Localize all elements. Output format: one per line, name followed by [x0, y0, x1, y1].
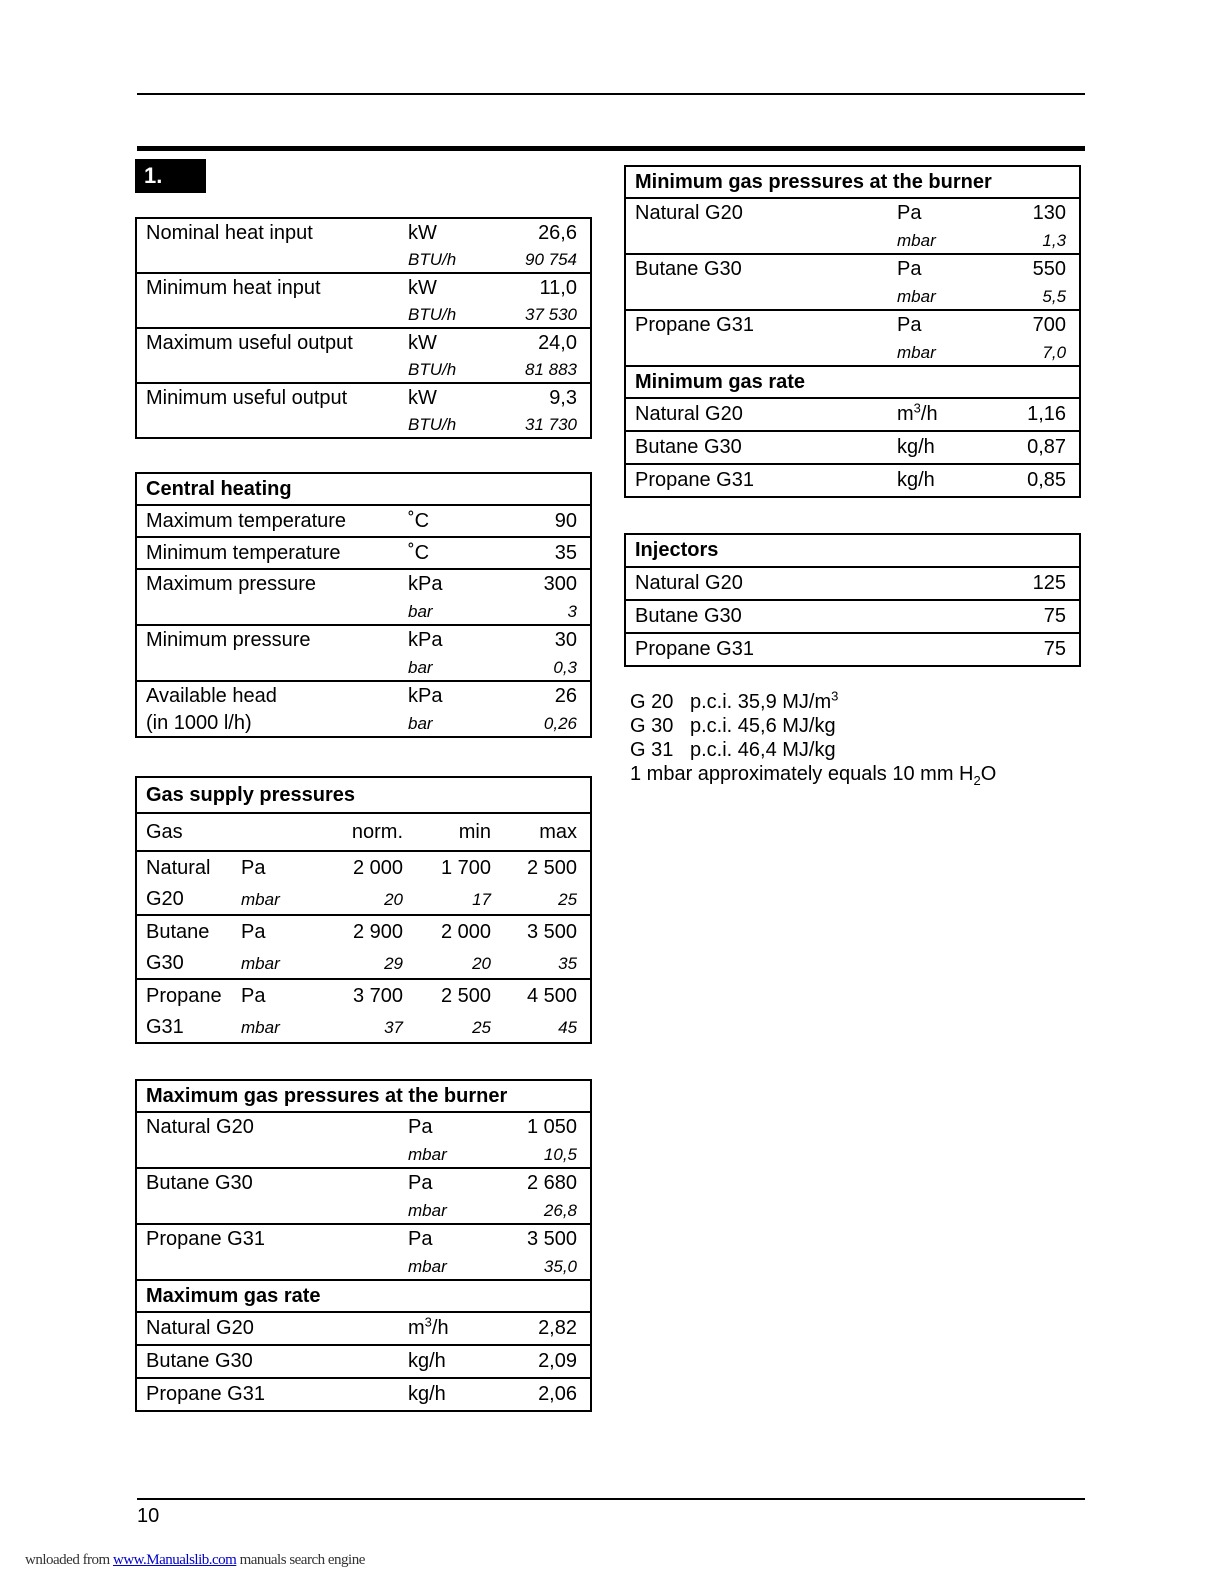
gs-unit: Pa: [241, 979, 316, 1013]
gs-min-alt: 20: [472, 953, 491, 973]
heat-unit-alt: BTU/h: [408, 304, 457, 324]
injectors-table: [624, 533, 1081, 667]
mb-unit: Pa: [408, 1112, 488, 1142]
nr-unit: kg/h: [897, 464, 977, 497]
heat-unit: kW: [408, 221, 437, 244]
gs-norm-alt: 29: [384, 953, 403, 973]
note-mbar: 1 mbar approximately equals 10 mm $H_2O$: [630, 763, 997, 788]
heat-label: Minimum heat input: [136, 273, 408, 302]
mb-unit-alt: mbar: [408, 1200, 447, 1220]
heat-unit: kW: [408, 273, 488, 302]
gs-norm: 3 700: [316, 979, 416, 1013]
gas-supply-table: [135, 776, 592, 1044]
heat-unit: kW: [408, 328, 488, 357]
heat-label: Minimum useful output: [136, 383, 408, 412]
heat-unit-alt: BTU/h: [408, 414, 457, 434]
ch-label: Minimum pressure: [136, 625, 408, 655]
gs-gas: Butane: [136, 915, 241, 949]
gs-min-alt: 17: [472, 889, 491, 909]
gs-min-alt: 25: [472, 1017, 491, 1037]
central-heating-title: Central heating: [146, 477, 292, 500]
gs-gas: Propane: [136, 979, 241, 1013]
gs-max-alt: 45: [558, 1017, 578, 1037]
ch-value: 35: [488, 537, 591, 569]
ch-unit: kPa: [408, 625, 488, 655]
ch-label: Minimum temperature: [136, 537, 408, 569]
ch-label: Maximum pressure: [136, 569, 408, 599]
inj-value: 125: [977, 567, 1080, 600]
mb-value-alt: 35,0: [543, 1256, 577, 1276]
nr-unit: $m^3/h$: [897, 398, 977, 431]
gs-max-alt: 35: [558, 953, 578, 973]
nr-value: 0,85: [977, 464, 1080, 497]
nb-unit-alt: mbar: [897, 286, 936, 306]
ch-label: Available head: [136, 681, 408, 711]
nr-unit: kg/h: [897, 431, 977, 464]
manualslib-link[interactable]: www.Manualslib.com: [112, 1552, 237, 1568]
nr-value: 1,16: [977, 398, 1080, 431]
heat-value-alt: 37 530: [525, 304, 577, 324]
heat-value: 24,0: [488, 328, 591, 357]
inj-label: Natural G20: [625, 567, 977, 600]
ch-unit: ˚C: [408, 537, 488, 569]
inj-value: 75: [977, 600, 1080, 633]
gs-gas-code: G30: [146, 952, 184, 974]
header-rule: [137, 93, 1085, 95]
heat-unit-alt: BTU/h: [408, 249, 457, 269]
header-thick-rule: [137, 146, 1085, 151]
gs-max-alt: 25: [558, 889, 578, 909]
gs-min: 1 700: [416, 851, 504, 885]
nb-value: 700: [977, 310, 1080, 340]
note-g30: G 30 p.c.i. 45,6 MJ/kg: [630, 715, 836, 737]
min-rate-title: Minimum gas rate: [625, 366, 1080, 398]
inj-label: Propane G31: [625, 633, 977, 666]
ch-unit-alt: bar: [408, 657, 433, 677]
nr-label: Natural G20: [625, 398, 897, 431]
mr-label: Natural G20: [136, 1312, 408, 1345]
gs-header-max: max: [504, 813, 591, 851]
mb-value: 2 680: [488, 1168, 591, 1198]
gs-min: 2 500: [416, 979, 504, 1013]
ch-value-alt: 0,26: [543, 713, 578, 733]
ch-unit-alt: bar: [408, 713, 433, 733]
heat-unit: kW: [408, 383, 488, 412]
gas-supply-title: Gas supply pressures: [146, 783, 355, 806]
mr-value: 2,06: [488, 1378, 591, 1411]
nb-label: Propane G31: [625, 310, 897, 340]
heat-label: Maximum useful output: [136, 328, 408, 357]
gs-unit-alt: mbar: [241, 889, 280, 909]
mb-value-alt: 10,5: [543, 1144, 577, 1164]
mr-value: 2,82: [488, 1312, 591, 1345]
mr-label: Butane G30: [136, 1345, 408, 1378]
ch-value: 30: [488, 625, 591, 655]
gs-norm: 2 900: [316, 915, 416, 949]
nr-value: 0,87: [977, 431, 1080, 464]
min-burner-table: [624, 165, 1081, 498]
mb-label: Propane G31: [136, 1224, 408, 1254]
ch-unit: ˚C: [408, 505, 488, 537]
gs-gas-code: G31: [146, 1016, 184, 1038]
gas-notes: [630, 690, 996, 786]
max-burner-table: [135, 1079, 592, 1412]
gs-gas-code: G20: [146, 888, 184, 910]
ch-unit-alt: bar: [408, 601, 433, 621]
heat-value-alt: 90 754: [525, 249, 577, 269]
heat-label: Nominal heat input: [146, 221, 313, 244]
gs-gas: Natural: [136, 851, 241, 885]
nb-value: 130: [977, 198, 1080, 228]
mr-unit: kg/h: [408, 1345, 488, 1378]
inj-label: Butane G30: [625, 600, 977, 633]
nb-unit: Pa: [897, 254, 977, 284]
mb-unit-alt: mbar: [408, 1144, 447, 1164]
heat-unit-alt: BTU/h: [408, 359, 457, 379]
mb-unit-alt: mbar: [408, 1256, 447, 1276]
section-number: 1.: [135, 159, 206, 193]
max-rate-title: Maximum gas rate: [136, 1280, 591, 1312]
injectors-title: Injectors: [635, 539, 719, 561]
gs-unit: Pa: [241, 851, 316, 885]
gs-norm-alt: 20: [384, 889, 403, 909]
heat-table: [135, 217, 592, 439]
gs-header-gas: Gas: [136, 813, 241, 851]
mb-label: Natural G20: [136, 1112, 408, 1142]
gs-max: 2 500: [504, 851, 591, 885]
heat-value-alt: 31 730: [525, 414, 577, 434]
nb-unit: Pa: [897, 198, 977, 228]
nr-label: Propane G31: [625, 464, 897, 497]
gs-unit-alt: mbar: [241, 953, 280, 973]
note-g20: G 20 p.c.i. 35,9 $MJ/m^3$: [630, 688, 839, 713]
page-number: 10: [137, 1505, 160, 1527]
ch-value: 26: [488, 681, 591, 711]
min-burner-title: Minimum gas pressures at the burner: [635, 170, 992, 193]
heat-value: 9,3: [488, 383, 591, 412]
gs-header-min: min: [416, 813, 504, 851]
mb-value-alt: 26,8: [543, 1200, 577, 1220]
gs-norm-alt: 37: [384, 1017, 403, 1037]
heat-value: 26,6: [538, 221, 577, 244]
gs-unit-alt: mbar: [241, 1017, 280, 1037]
ch-value-alt: 0,3: [553, 657, 578, 677]
mb-value: 3 500: [488, 1224, 591, 1254]
ch-label: Maximum temperature: [136, 505, 408, 537]
nb-label: Natural G20: [625, 198, 897, 228]
nr-label: Butane G30: [625, 431, 897, 464]
mr-value: 2,09: [488, 1345, 591, 1378]
nb-label: Butane G30: [625, 254, 897, 284]
nb-value-alt: 5,5: [1042, 286, 1067, 306]
central-heating-table: [135, 472, 592, 738]
nb-unit: Pa: [897, 310, 977, 340]
nb-unit-alt: mbar: [897, 342, 936, 362]
download-footer: wnloaded from www.Manualslib.com manuals search engine: [25, 1552, 365, 1568]
nb-value: 550: [977, 254, 1080, 284]
gs-unit: Pa: [241, 915, 316, 949]
nb-unit-alt: mbar: [897, 230, 936, 250]
ch-label-2: (in 1000 l/h): [146, 712, 252, 734]
ch-unit: kPa: [408, 569, 488, 599]
inj-value: 75: [977, 633, 1080, 666]
ch-unit: kPa: [408, 681, 488, 711]
ch-value-alt: 3: [567, 601, 578, 621]
nb-value-alt: 1,3: [1042, 230, 1067, 250]
max-burner-title: Maximum gas pressures at the burner: [146, 1084, 508, 1107]
gs-header-norm: norm.: [316, 813, 416, 851]
footer-rule: [137, 1498, 1085, 1500]
mb-value: 1 050: [488, 1112, 591, 1142]
mb-label: Butane G30: [136, 1168, 408, 1198]
mr-unit: kg/h: [408, 1378, 488, 1411]
ch-value: 300: [488, 569, 591, 599]
mb-unit: Pa: [408, 1224, 488, 1254]
gs-min: 2 000: [416, 915, 504, 949]
mr-label: Propane G31: [136, 1378, 408, 1411]
ch-value: 90: [488, 505, 591, 537]
gs-max: 3 500: [504, 915, 591, 949]
gs-norm: 2 000: [316, 851, 416, 885]
note-g31: G 31 p.c.i. 46,4 MJ/kg: [630, 739, 836, 761]
heat-value: 11,0: [488, 273, 591, 302]
mr-unit: $m^3/h$: [408, 1312, 488, 1345]
heat-value-alt: 81 883: [525, 359, 577, 379]
nb-value-alt: 7,0: [1042, 342, 1067, 362]
mb-unit: Pa: [408, 1168, 488, 1198]
gs-max: 4 500: [504, 979, 591, 1013]
